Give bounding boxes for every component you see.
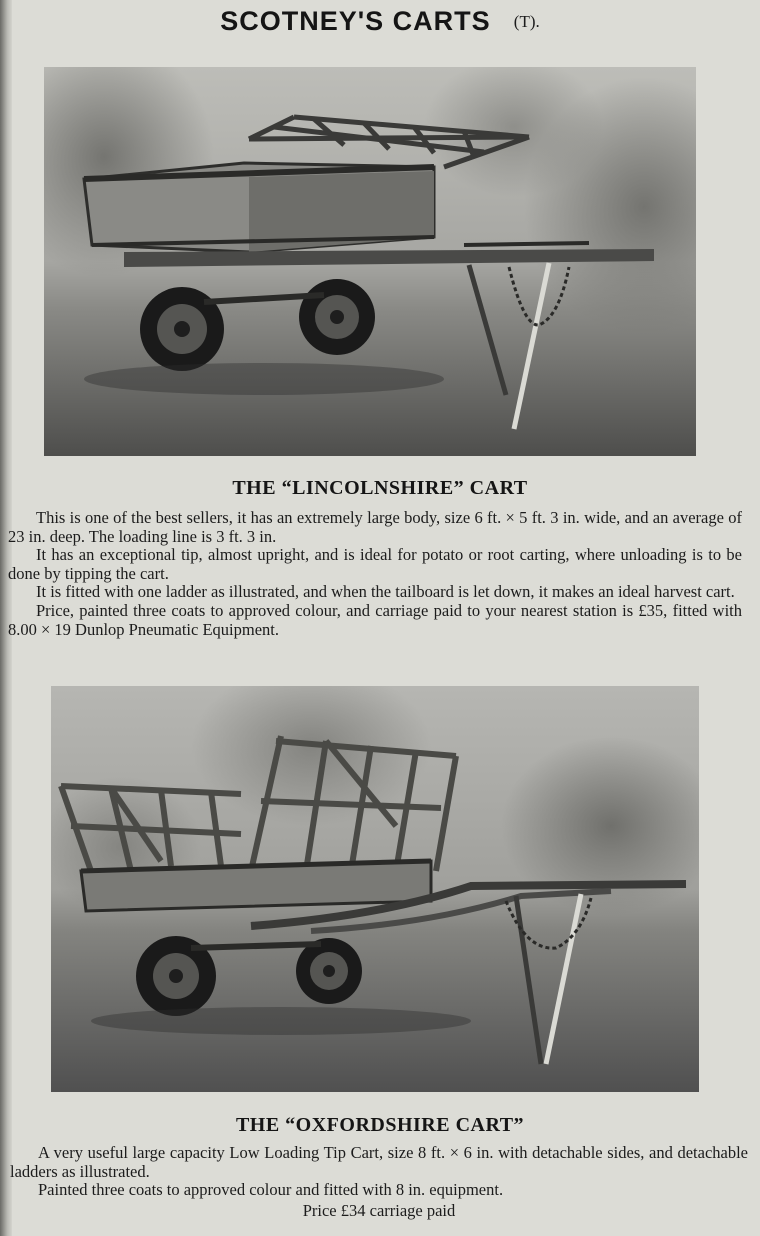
oxfordshire-paragraph: A very useful large capacity Low Loading Tip Cart, size 8 ft. × 6 in. with detachable sides, and detachable ladders as illustrated. (10, 1143, 748, 1181)
oxfordshire-cart-photo (51, 686, 699, 1092)
page-title: SCOTNEY'S CARTS (220, 6, 491, 36)
lincolnshire-cart-photo (44, 67, 696, 456)
oxfordshire-paragraph: Painted three coats to approved colour and fitted with 8 in. equipment. (38, 1180, 504, 1200)
lincolnshire-paragraph: It has an exceptional tip, almost upright, and is ideal for potato or root carting, where unloading is to be done by tipping the cart. (8, 545, 742, 583)
lincolnshire-price-paragraph: Price, painted three coats to approved colour, and carriage paid to your nearest station is £35, fitted with 8.00 × 19 Dunlop Pneumatic Equipment. (8, 600, 742, 639)
lincolnshire-cart-illustration (44, 67, 696, 456)
oxfordshire-cart-heading: THE “OXFORDSHIRE CART” (235, 1114, 525, 1136)
lincolnshire-cart-description (8, 509, 742, 639)
lincolnshire-paragraph: It is fitted with one ladder as illustrated, and when the tailboard is let down, it makes an ideal harvest cart. (36, 582, 735, 602)
page-header (0, 6, 760, 37)
catalogue-code: (T). (513, 12, 540, 31)
lincolnshire-paragraph: This is one of the best sellers, it has an extremely large body, size 6 ft. × 5 ft. 3 in. wide, and an average of 23 in. deep. The loading line is 3 ft. 3 in. (8, 508, 742, 546)
lincolnshire-cart-heading: THE “LINCOLNSHIRE” CART (232, 477, 528, 499)
oxfordshire-price: Price £34 carriage paid (302, 1200, 456, 1220)
oxfordshire-cart-description (10, 1144, 748, 1220)
oxfordshire-cart-illustration (51, 686, 699, 1092)
